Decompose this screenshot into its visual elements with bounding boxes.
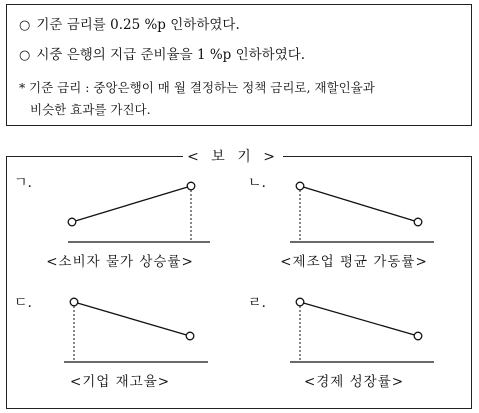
start-point (68, 218, 76, 226)
trend-line (74, 302, 190, 336)
condition-2 (19, 43, 305, 63)
footnote-line-2: 비슷한 효과를 가진다. (30, 102, 151, 117)
circle-bullet-icon: ○ (19, 18, 31, 33)
panel-a (10, 170, 230, 280)
bogi-title: < 보 기 > (183, 148, 283, 166)
panel-a-caption: <소비자 물가 상승률> (46, 254, 194, 270)
start-point (296, 182, 304, 190)
panel-d-caption: <경제 성장률> (303, 374, 405, 390)
trend-line (72, 186, 191, 222)
panel-b (244, 170, 464, 280)
panel-a-letter: ㄱ. (14, 175, 32, 191)
panel-d-letter: ㄹ. (248, 295, 266, 311)
footnote (19, 77, 464, 121)
panel-b-caption: <제조업 평균 가동률> (280, 254, 428, 270)
end-point (414, 218, 422, 226)
trend-line (300, 302, 418, 336)
panel-b-graph (244, 170, 464, 250)
start-point (70, 298, 78, 306)
condition-2-text: 시중 은행의 지급 준비율을 1 %p 인하하였다. (36, 47, 306, 63)
panel-d (244, 290, 464, 400)
start-point (296, 298, 304, 306)
end-point (187, 182, 195, 190)
panel-b-letter: ㄴ. (248, 175, 266, 191)
panel-d-graph (244, 290, 464, 370)
panel-a-graph (10, 170, 230, 250)
panel-c-caption: <기업 재고율> (69, 374, 171, 390)
condition-1 (19, 13, 240, 33)
end-point (186, 332, 194, 340)
panel-c (10, 290, 230, 400)
trend-line (300, 186, 418, 222)
end-point (414, 332, 422, 340)
panel-c-letter: ㄷ. (14, 295, 32, 311)
asterisk-icon: * (19, 80, 26, 95)
panel-c-graph (10, 290, 230, 370)
circle-bullet-icon: ○ (19, 48, 31, 63)
condition-box (6, 4, 472, 126)
condition-1-text: 기준 금리를 0.25 %p 인하하였다. (36, 17, 240, 33)
footnote-line-1: 기준 금리 : 중앙은행이 매 월 결정하는 정책 금리로, 재할인율과 (29, 80, 375, 95)
